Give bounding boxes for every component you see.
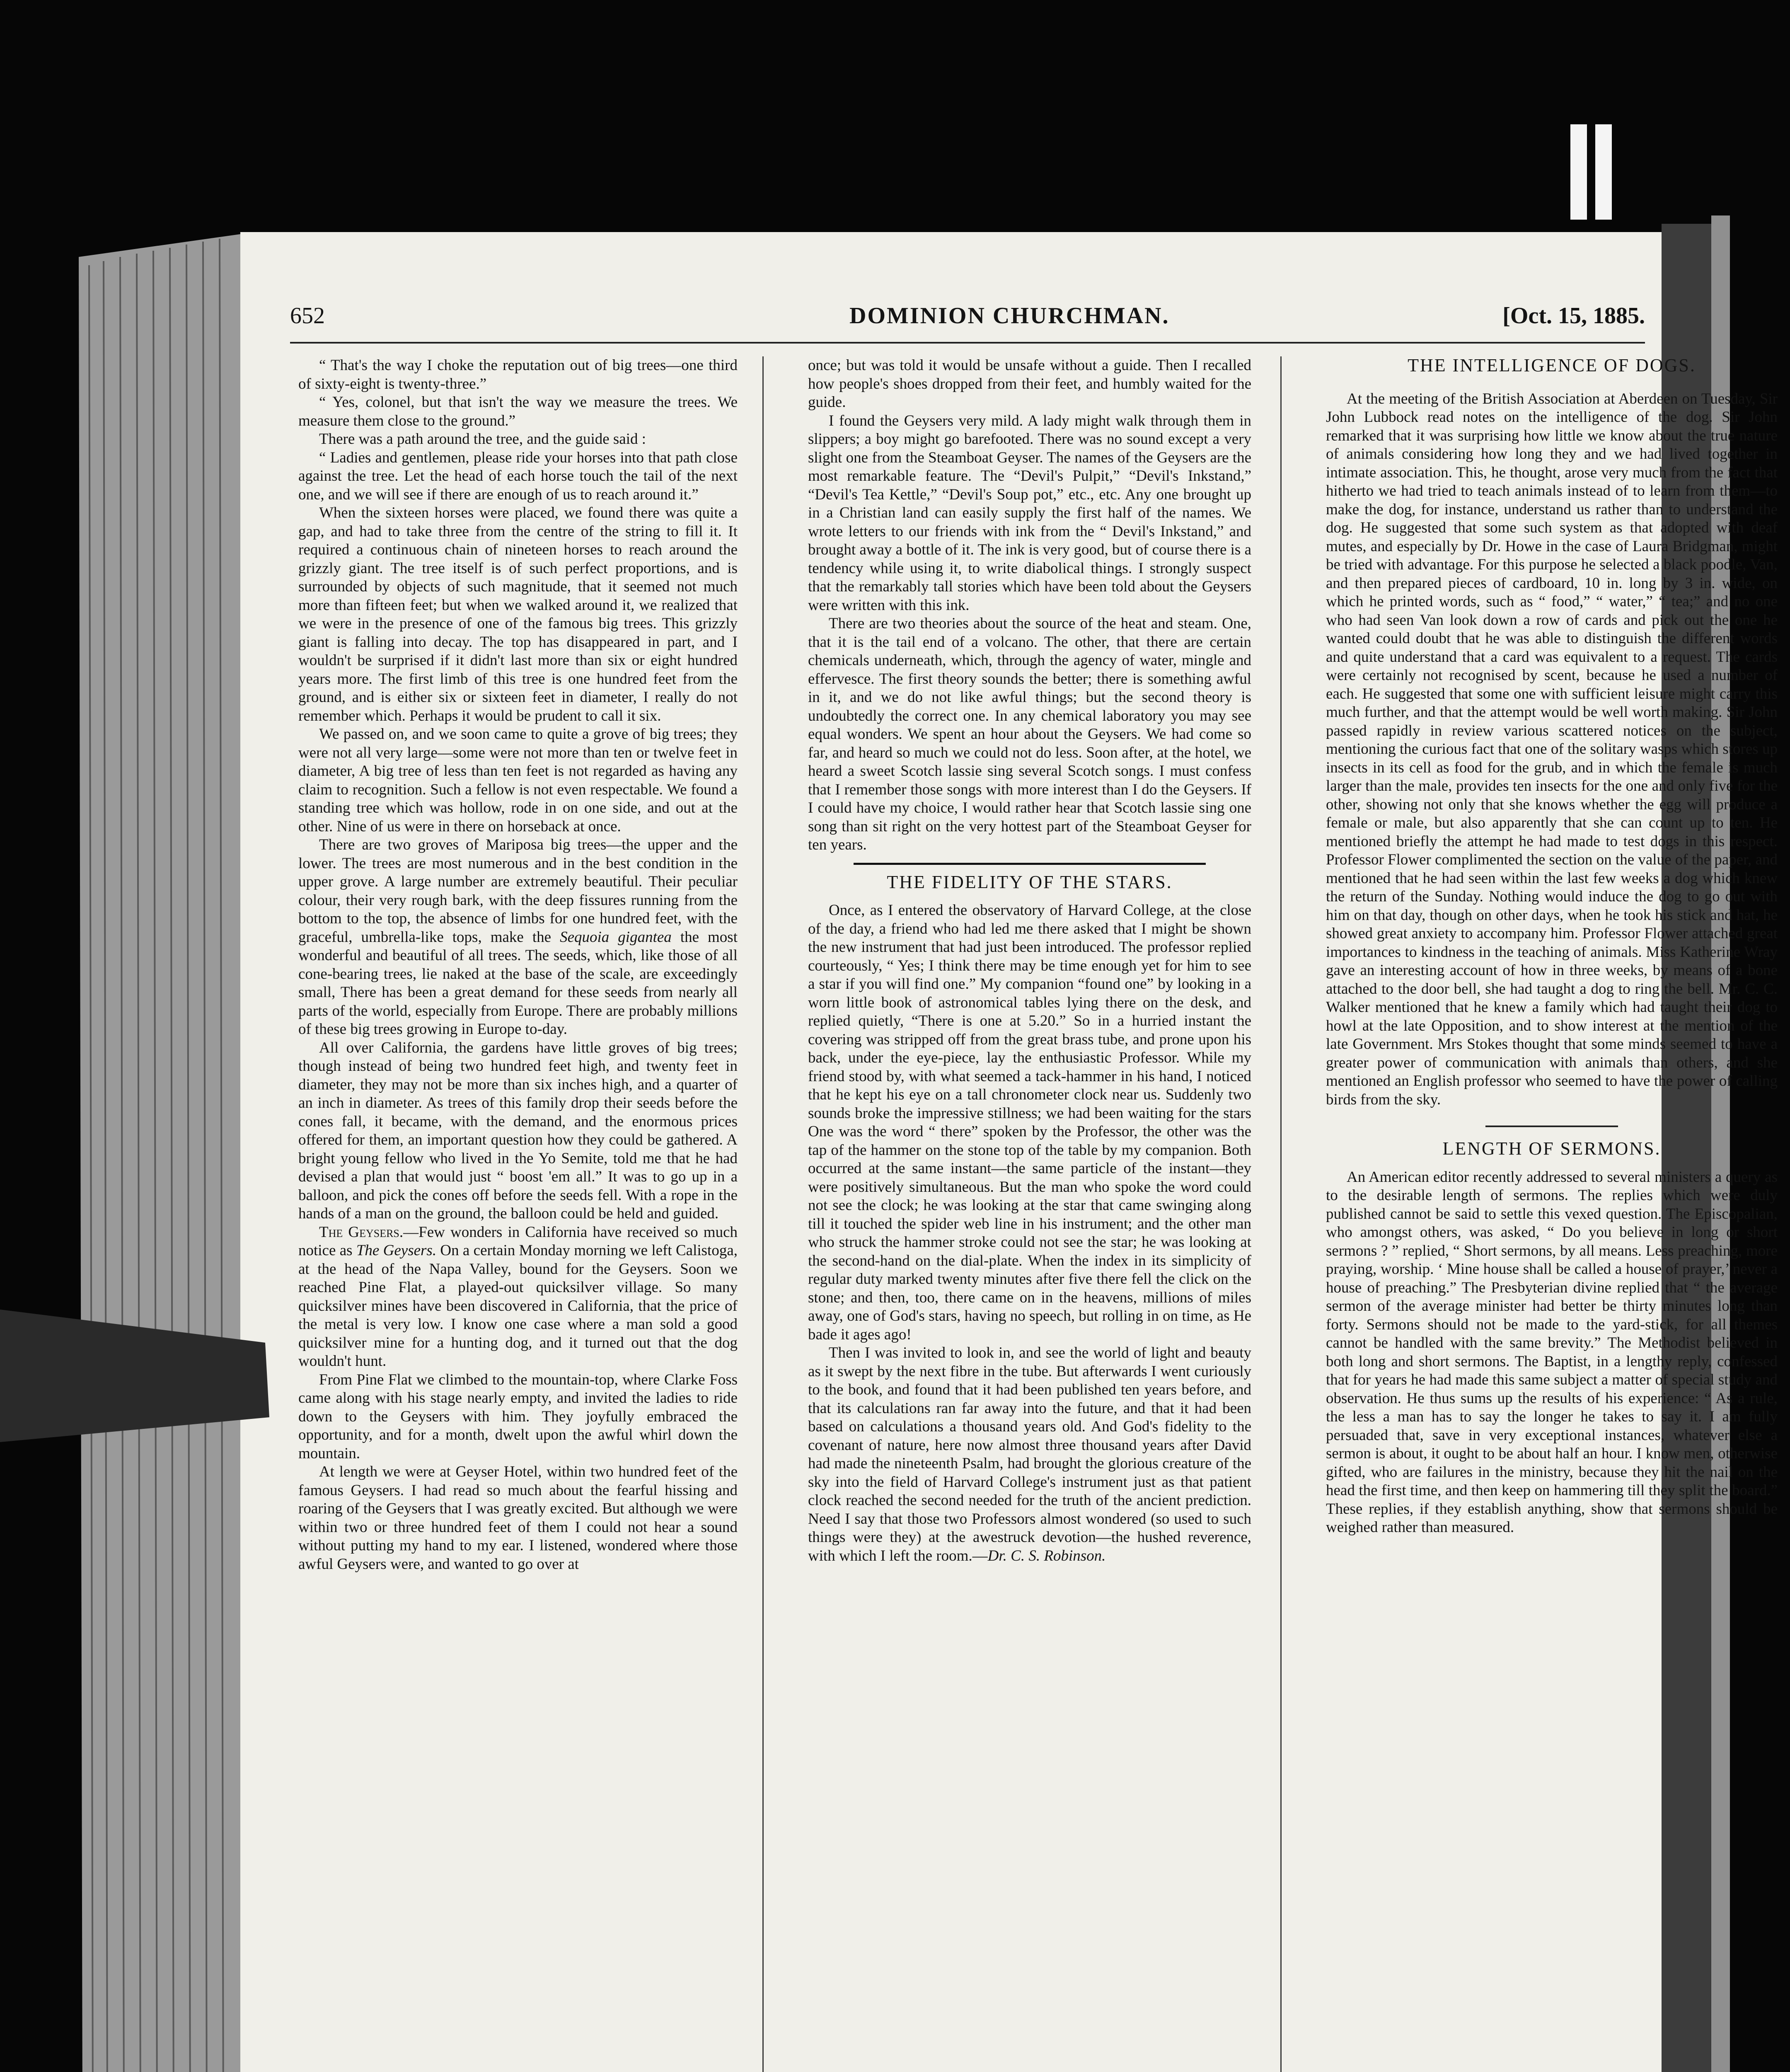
section-divider xyxy=(854,863,1206,865)
paragraph: All over California, the gardens have little groves of big trees; though instead of being two hundred feet high, and twenty feet in diameter, they may not be more than six inches high, and a quarter of an inch in diameter. As trees of this family drop their seeds before the cones fall, it became, with the demand, and the enormous prices offered for them, an important question how they could be gathered. A bright young fellow who lived in the Yo Semite, told me that he had devised a plan that would just “ boost 'em all.” It was to go up in a balloon, and pick the cones off before the seeds fell. With a rope in the hands of a man on the ground, the balloon could be held and guided. xyxy=(298,1039,738,1222)
paragraph: I found the Geysers very mild. A lady might walk through them in slippers; a boy might go barefooted. There was no sound except a very slight one from the Steamboat Geyser. The names of the Geysers are the most remarkable feature. The “Devil's Pulpit,” “Devil's Inkstand,” “Devil's Tea Kettle,” “Devil's Soup pot,” etc., etc. Any one brought up in a Christian land can easily supply the first half of the names. We wrote letters to our friends with ink from the “ Devil's Inkstand,” and brought away a bottle of it. The ink is very good, but of course there is a tendency while using it, to write diabolical things. I strongly suspect that the remarkably tall stories which have been told about the Geysers were written with this ink. xyxy=(808,412,1251,614)
column-3 xyxy=(1326,356,1778,2072)
paragraph: At length we were at Geyser Hotel, within two hundred feet of the famous Geysers. I had read so much about the fearful hissing and roaring of the Geysers that I was greatly excited. But although we were within two or three hundred feet of them I could not hear a sound without putting my hand to my ear. I listened, wondered where those awful Geysers were, and wanted to go over at xyxy=(298,1463,738,1573)
paragraph: There are two theories about the source of the heat and steam. One, that it is the tail end of a volcano. The other, that there are certain chemicals underneath, which, through the agency of water, mingle and effervesce. The first theory sounds the better; there is something awful in it, and we do not like awful things; but the second theory is undoubtedly the correct one. In any chemical laboratory you may see equal wonders. We spent an hour about the Geysers. We had come so far, and heard so much we could not do less. Soon after, at the hotel, we heard a sweet Scotch lassie sing several Scotch songs. I must confess that I remember those songs with more interest than I do the Geysers. If I could have my choice, I would rather hear that Scotch lassie sing one song than sit right on the very hottest part of the Steamboat Geyser for ten years. xyxy=(808,615,1251,853)
paragraph: “ Ladies and gentlemen, please ride your horses into that path close against the tree. Let the head of each horse touch the tail of the next one, and we will see if there are enough of us to reach around it.” xyxy=(298,449,738,503)
paragraph: An American editor recently addressed to several ministers a query as to the desirable length of sermons. The replies which were duly published cannot be said to settle this vexed question. The Episcopalian, who amongst others, was asked, “ Do you believe in long or short sermons ? ” replied, “ Short sermons, by all means. Less preaching, more praying, worship. ‘ Mine house shall be called a house of prayer,’ never a house of preaching.” The Presbyterian divine replied that “ the average sermon of the average minister had better be thirty minutes long than forty. Sermons should not be made to the yard-stick, for all themes cannot be handled with the same brevity.” The Methodist believed in both long and short sermons. The Baptist, in a lengthy reply, confessed that for years he had made this same subject a matter of special study and observation. He thus sums up the results of his experience: “ As a rule, the less a man has to say the longer he takes to say it. I am fully persuaded that, save in very exceptional instances, whatever else a sermon is about, it ought to be about half an hour. I know men, otherwise gifted, who are failures in the ministry, because they hit the nail on the head the first time, and then keep on hammering till they split the board.” These replies, if they establish anything, show that sermons should be weighed rather than measured. xyxy=(1326,1168,1778,1536)
column-1 xyxy=(298,356,738,2072)
species-name: Sequoia gigantea xyxy=(560,928,672,946)
paragraph xyxy=(808,1344,1251,1565)
paragraph: There was a path around the tree, and the guide said : xyxy=(319,431,646,448)
page-number: 652 xyxy=(290,303,325,329)
section-divider xyxy=(1485,1126,1618,1127)
paragraph: Once, as I entered the observatory of Harvard College, at the close of the day, a friend who had led me there asked that I might be shown the new instrument that had just been introduced. The professor replied courteously, “ Yes; I think there may be time enough yet for him to see a star if you will find one.” My companion “found one” by looking in a worn little book of astronomical tables lying there on the desk, and replied quietly, “There is one at 5.20.” So in a hurried instant the covering was stripped off from the great brass tube, and prone upon his back, under the eye-piece, lay the enthusiastic Professor. While my friend stood by, with what seemed a tack-hammer in his hand, I noticed that he kept his eye on a tall chronometer clock near us. Suddenly two sounds broke the impressive stillness; we had been waiting for the stars One was the word “ there” spoken by the Professor, the other was the tap of the hammer on the stone top of the table by my companion. Both occurred at the same instant—the same particle of the instant—they were positively simultaneous. But the man who spoke the word could not see the clock; he was looking at the star that came swinging along till it touched the spider web line in his instrument; and the other man who struck the hammer stroke could not see the star; he was looking at the second-hand on the dial-plate. When the index in its simplicity of regular duty marked twenty minutes after five there fell the click on the stone; and then, too, there came on in the heavens, millions of miles away, one of God's stars, having no speech, but rolling in on time, as He bade it ages ago! xyxy=(808,902,1251,1343)
text-run: There are two groves of Mariposa big trees—the upper and the lower. The trees are most numerous and in the best condition in the upper grove. A large number are extremely beautiful. Their peculiar colour, their very rough bark, with the deep fissures running from the bottom to the top, the absence of limbs for one hundred feet, with the graceful, umbrella-like tops, make the xyxy=(298,836,738,946)
clip-bar-2 xyxy=(1595,124,1612,220)
page-text xyxy=(240,232,1778,2072)
column-rule xyxy=(762,356,764,2072)
text-run: On a certain Monday morning we left Calistoga, at the head of the Napa Valley, bound for the Geysers. Soon we reached Pine Flat, a played-out quicksilver village. So many quicksilver mines have been discovered in California, that the price of the metal is very low. I know one case where a man sold a good quicksilver mine for a hunting dog, and it turned out that the dog wouldn't hunt. xyxy=(298,1242,738,1370)
section-lead: The Geysers. xyxy=(319,1223,404,1241)
header-rule xyxy=(290,342,1645,344)
article-heading: THE FIDELITY OF THE STARS. xyxy=(887,871,1173,892)
publication-title: DOMINION CHURCHMAN. xyxy=(849,303,1170,329)
paragraph xyxy=(298,836,738,1039)
text-run: the most wonderful and beautiful of all trees. The seeds, which, like those of all cone-bearing trees, lie naked at the base of the scale, are exceedingly small, There has been a great demand for these seeds from nearly all parts of the world, especially from Europe. There are probably millions of these big trees growing in Europe to-day. xyxy=(298,928,738,1038)
paragraph: When the sixteen horses were placed, we found there was quite a gap, and had to take three from the centre of the string to fill it. It required a continuous chain of nineteen horses to reach around the grizzly giant. The tree itself is of such perfect proportions, and is surrounded by objects of such magnitude, that it seemed not much more than fifteen feet; but when we walked around it, we realized that we were in the presence of one of the famous big trees. This grizzly giant is falling into decay. The top has disappeared in part, and I wouldn't be surprised if it didn't last more than six or eight hundred years more. The first limb of this tree is one hundred feet from the ground, and is either six or sixteen feet in diameter, I really do not remember which. Perhaps it would be prudent to call it six. xyxy=(298,504,738,724)
paragraph: From Pine Flat we climbed to the mountain-top, where Clarke Foss came along with his stage nearly empty, and invited the ladies to ride down to the Geysers with him. They joyfully embraced the opportunity, and for a month, dwelt upon the awful whirl down the mountain. xyxy=(298,1371,738,1462)
text-run: —Few wonders in California have received so much notice as xyxy=(298,1223,738,1259)
paragraph: once; but was told it would be unsafe without a guide. Then I recalled how people's shoes dropped from their feet, and humbly waited for the guide. xyxy=(808,357,1251,411)
paragraph: “ Yes, colonel, but that isn't the way we measure the trees. We measure them close to the ground.” xyxy=(298,394,738,429)
byline: Dr. C. S. Robinson. xyxy=(987,1547,1106,1564)
column-rule xyxy=(1280,356,1282,2072)
page-header xyxy=(290,303,1645,332)
paragraph: We passed on, and we soon came to quite a grove of big trees; they were not all very large—some were not more than ten or twelve feet in diameter, A big tree of less than ten feet is not regarded as having any claim to recognition. Such a fellow is not even respectable. We found a standing tree which was hollow, rode in on one side, and out at the other. Nine of us were in there on horseback at once. xyxy=(298,726,738,835)
article-heading: LENGTH OF SERMONS. xyxy=(1442,1138,1661,1159)
paragraph xyxy=(298,1223,738,1371)
column-2 xyxy=(808,356,1251,2072)
text-run: Then I was invited to look in, and see the world of light and beauty as it swept by the next fibre in the tube. But afterwards I went curiously to the book, and found that it had been published ten years before, and that its calculations ran far away into the future, and that it had been based on calculations a thousand years old. And God's fidelity to the covenant of nature, here now almost three thousand years after David had made the nineteenth Psalm, had brought the glorious creature of the sky into the field of Harvard College's instrument just as that patient clock reached the second needed for the truth of the ancient prediction. Need I say that those two Professors almost wondered (so used to such things were they) at the awestruck devotion—the hushed reverence, with which I left the room.— xyxy=(808,1344,1251,1564)
book-title: The Geysers. xyxy=(356,1242,437,1259)
article-heading: THE INTELLIGENCE OF DOGS. xyxy=(1408,356,1696,375)
paragraph: “ That's the way I choke the reputation out of big trees—one third of sixty-eight is twenty-three.” xyxy=(298,357,738,392)
paragraph: At the meeting of the British Association at Aberdeen on Tuesday, Sir John Lubbock read notes on the intelligence of the dog. Sir John remarked that it was surprising how little we know about the true nature of animals considering how long they and we had lived together in intimate association. This, he thought, arose very much from the fact that hitherto we had tried to teach animals instead of to learn from them—to make the dog, for instance, understand us rather than to understand the dog. He suggested that some such system as that adopted with deaf mutes, and especially by Dr. Howe in the case of Laura Bridgman, might be tried with advantage. For this purpose he selected a black poodle, Van, and then prepared pieces of cardboard, 10 in. long by 3 in. wide, on which he printed words, such as “ food,” “ water,” “ tea;” and no one who had seen Van look down a row of cards and pick out the one he wanted could doubt that he was able to distinguish the different words and quite understand that a card was equivalent to a request. The cards were certainly not recognised by scent, because he used a number of each. He suggested that some one with sufficient leisure might carry this much further, and that the attempt would be well worth making. Sir John passed rapidly in review various scattered notices on the subject, mentioning the curious fact that one of the solitary wasps which stores up insects in its cell as food for the grub, and in which the female is much larger than the male, provides ten insects for the one and only five for the other, showing not only that she knows whether the egg will produce a female or male, but also apparently that she can count up to ten. He mentioned briefly the attempt he had made to test dogs in this respect. Professor Flower complimented the section on the value of the paper, and mentioned that he had seen within the last few weeks a dog which knew the return of the Sunday. Nothing would induce the dog to go out with him on that day, though on other days, when he took his stick and hat, he showed great anxiety to accompany him. Professor Flower attached great importances to kindness in the teaching of animals. Miss Katherine Wray gave an interesting account of how in three weeks, by means of a bone attached to the door bell, she had taught a dog to ring the bell. Mr. C. C. Walker mentioned that he knew a family which had taught their dog to howl at the late Opposition, and to show interest at the mention of the late Government. Mrs Stokes thought that some minds seemed to have a greater power of communication with animals than others, and she mentioned an English professor who seemed to have the power of calling birds from the sky. xyxy=(1326,390,1778,1108)
issue-date: [Oct. 15, 1885. xyxy=(1502,303,1645,329)
clip-bar-1 xyxy=(1570,124,1587,220)
